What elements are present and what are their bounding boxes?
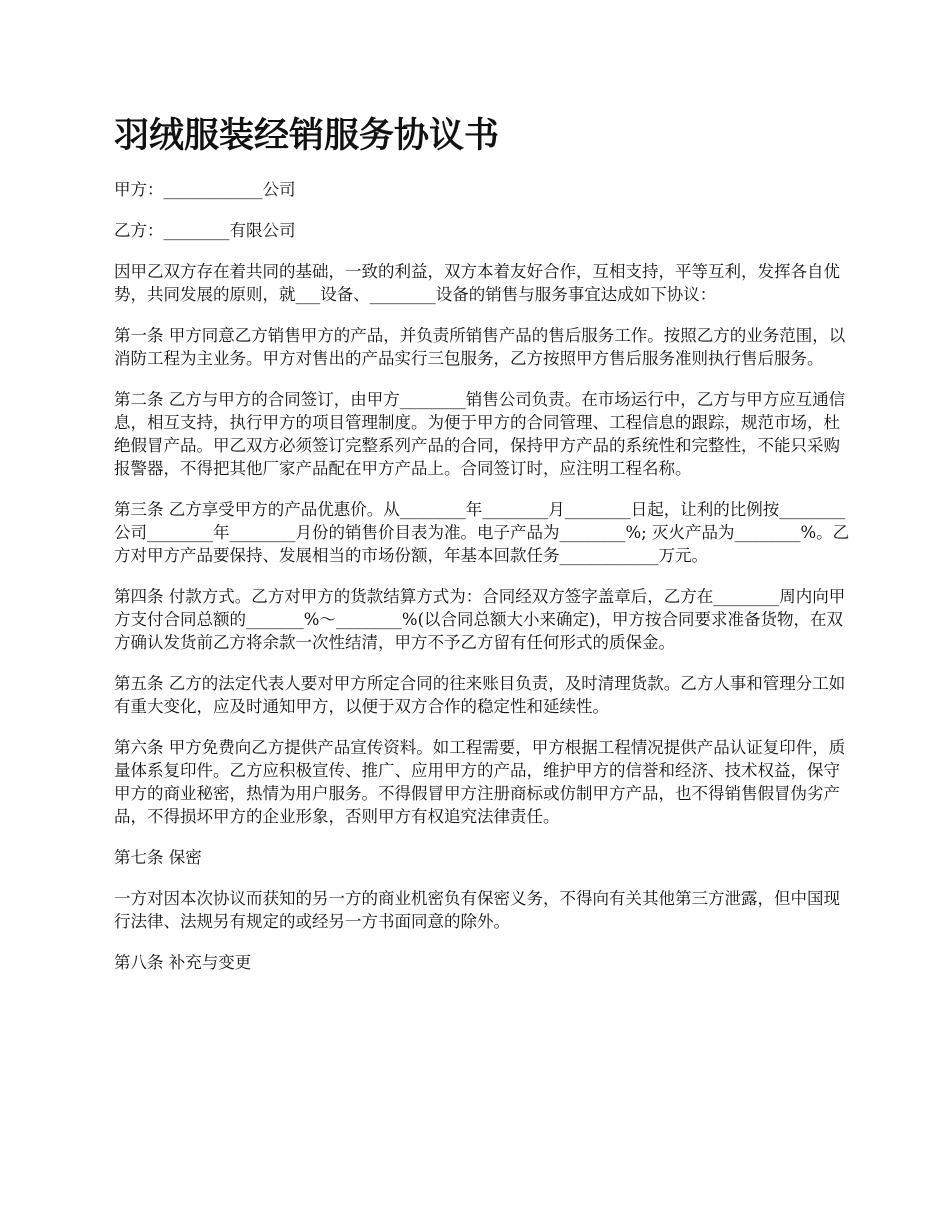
article-7-paragraph: 一方对因本次协议而获知的另一方的商业机密负有保密义务，不得向有关其他第三方泄露，但中国现行法律、法规另有规定的或经另一方书面同意的除外。: [114, 889, 840, 931]
preamble-paragraph: 因甲乙双方存在着共同的基础，一致的利益，双方本着友好合作，互相支持，平等互利，发挥各自优势，共同发展的原则，就___设备、________设备的销售与服务事宜达成如下协议：: [114, 262, 840, 304]
article-3-paragraph: 第三条 乙方享受甲方的产品优惠价。从________年________月________日起，让利的比例按________公司________年________月份的销售价目表为准。电子产品为________%; 灭火产品为________%。乙方对甲方产品要保持、发展相当的市场份额，年基本回款任务____________万元。: [114, 500, 850, 565]
article-8-heading: 第八条 补充与变更: [114, 953, 252, 972]
article-5-paragraph: 第五条 乙方的法定代表人要对甲方所定合同的往来账目负责，及时清理货款。乙方人事和管理分工如有重大变化，应及时通知甲方，以便于双方合作的稳定性和延续性。: [114, 674, 846, 716]
document-title: 羽绒服装经销服务协议书: [114, 116, 500, 156]
document-page: [114, 112, 854, 992]
party-a-line: 甲方：____________公司: [114, 180, 296, 199]
article-4-paragraph: 第四条 付款方式。乙方对甲方的货款结算方式为：合同经双方签字盖章后，乙方在________周内向甲方支付合同总额的_______%～________%(以合同总额大小来确定)，甲方按合同要求准备货物，在双方确认发货前乙方将余款一次性结清，甲方不予乙方留有任何形式的质保金。: [114, 587, 846, 652]
article-7-heading: 第七条 保密: [114, 848, 202, 867]
party-b-line: 乙方：________有限公司: [114, 221, 296, 240]
article-2-paragraph: 第二条 乙方与甲方的合同签订，由甲方________销售公司负责。在市场运行中，乙方与甲方应互通信息，相互支持，执行甲方的项目管理制度。为便于甲方的合同管理、工程信息的跟踪，规范市场，杜绝假冒产品。甲乙双方必须签订完整系列产品的合同，保持甲方产品的系统性和完整性，不能只采购报警器，不得把其他厂家产品配在甲方产品上。合同签订时，应注明工程名称。: [114, 390, 846, 478]
article-1-paragraph: 第一条 甲方同意乙方销售甲方的产品，并负责所销售产品的售后服务工作。按照乙方的业务范围，以消防工程为主业务。甲方对售出的产品实行三包服务，乙方按照甲方售后服务准则执行售后服务。: [114, 326, 846, 368]
article-6-paragraph: 第六条 甲方免费向乙方提供产品宣传资料。如工程需要，甲方根据工程情况提供产品认证复印件，质量体系复印件。乙方应积极宣传、推广、应用甲方的产品，维护甲方的信誉和经济、技术权益，保守甲方的商业秘密，热情为用户服务。不得假冒甲方注册商标或仿制甲方产品，也不得销售假冒伪劣产品，不得损坏甲方的企业形象，否则甲方有权追究法律责任。: [114, 738, 846, 826]
